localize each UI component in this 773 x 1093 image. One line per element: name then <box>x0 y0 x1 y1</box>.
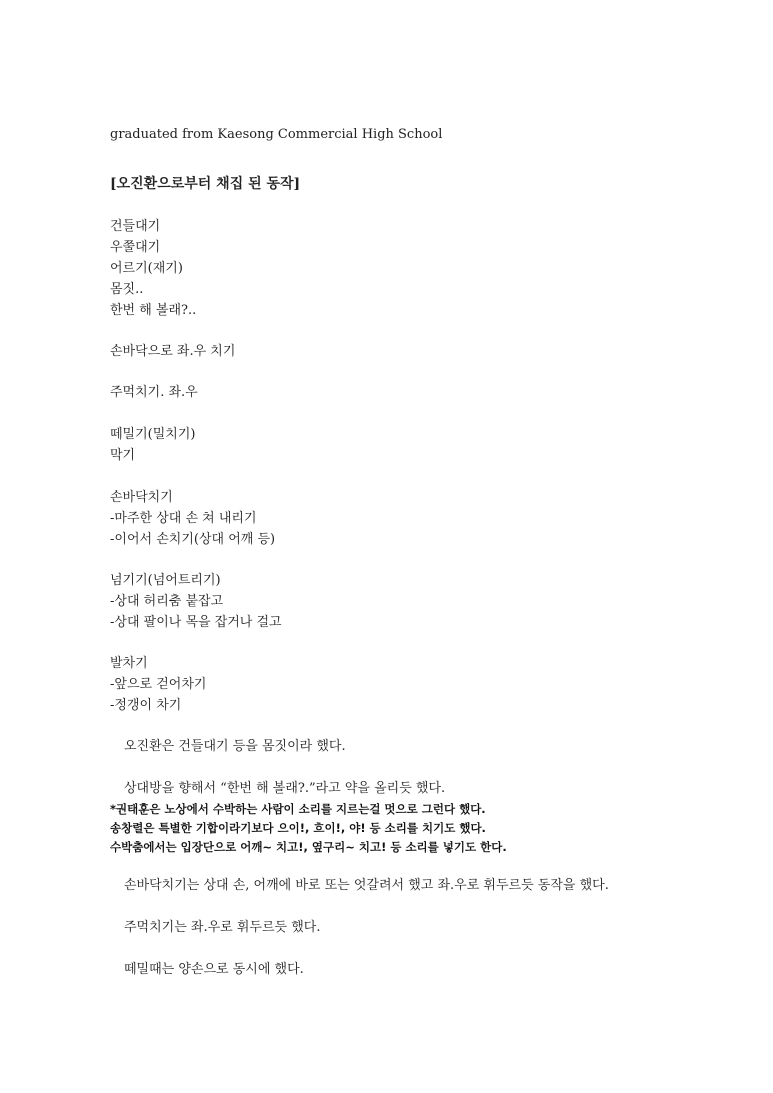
move-item: 떼밀기(밀치기) <box>110 427 196 442</box>
move-subitem: -상대 허리춤 붙잡고 <box>110 594 224 609</box>
body-paragraph: 손바닥치기는 상대 손, 어깨에 바로 또는 엇갈려서 했고 좌.우로 휘두르듯 동작을 했다. <box>124 878 609 893</box>
move-item: 손바닥으로 좌.우 치기 <box>110 344 236 359</box>
body-paragraph: 상대방을 향해서 “한번 해 볼래?.”라고 약을 올리듯 했다. <box>124 781 446 796</box>
move-item: 발차기 <box>110 656 148 671</box>
intro-line: graduated from Kaesong Commercial High School <box>110 127 443 142</box>
move-subitem: -이어서 손치기(상대 어깨 등) <box>110 532 276 547</box>
body-paragraph: 오진환은 건들대기 등을 몸짓이라 했다. <box>124 739 346 754</box>
move-subitem: -마주한 상대 손 쳐 내리기 <box>110 511 257 526</box>
move-item: 어르기(재기) <box>110 261 183 276</box>
move-item: 손바닥치기 <box>110 490 173 505</box>
move-item: 우쭐대기 <box>110 240 161 255</box>
note-line: 송창렬은 특별한 기합이라기보다 으이!, 흐이!, 야! 등 소리를 치기도 했다. <box>110 821 486 835</box>
move-item: 한번 해 볼래?.. <box>110 303 197 318</box>
body-paragraph: 주먹치기는 좌.우로 휘두르듯 했다. <box>124 920 321 935</box>
move-subitem: -상대 팔이나 목을 잡거나 걸고 <box>110 615 282 630</box>
move-item: 주먹치기. 좌.우 <box>110 385 198 400</box>
move-item: 몸짓.. <box>110 282 144 297</box>
note-line: *권태훈은 노상에서 수박하는 사람이 소리를 지르는걸 멋으로 그런다 했다. <box>110 802 486 816</box>
move-subitem: -앞으로 걷어차기 <box>110 677 207 692</box>
move-item: 건들대기 <box>110 219 161 234</box>
body-paragraph: 떼밀때는 양손으로 동시에 했다. <box>124 962 304 977</box>
move-item: 넘기기(넘어트리기) <box>110 573 221 588</box>
move-subitem: -정갱이 차기 <box>110 698 182 713</box>
section-heading: [오진환으로부터 채집 된 동작] <box>110 176 301 192</box>
move-item: 막기 <box>110 448 136 463</box>
note-line: 수박춤에서는 입장단으로 어깨~ 치고!, 옆구리~ 치고! 등 소리를 넣기도 한다. <box>110 840 507 854</box>
